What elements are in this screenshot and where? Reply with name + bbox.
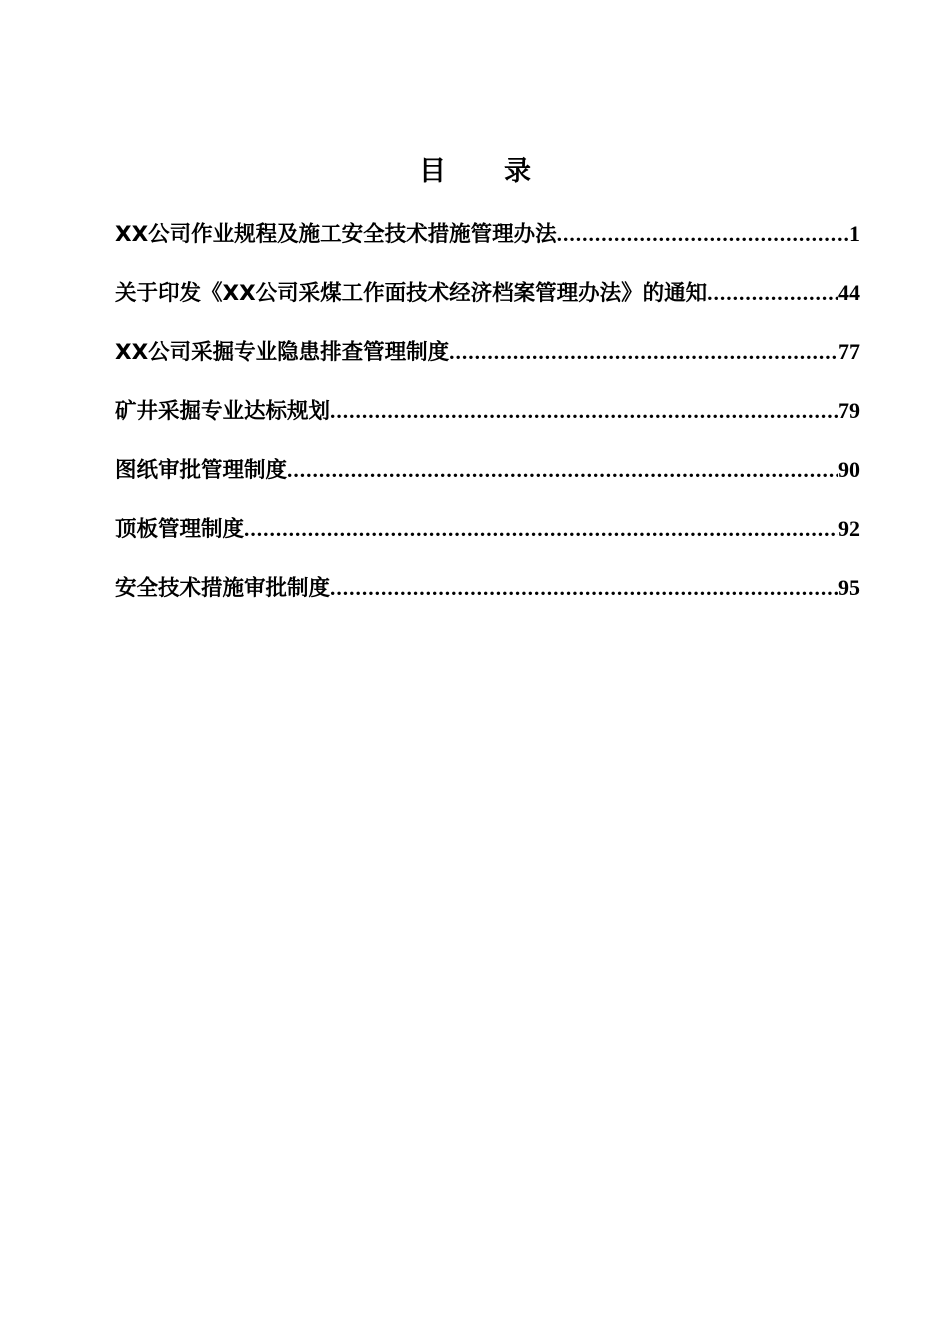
toc-entry-title: 关于印发《XX公司采煤工作面技术经济档案管理办法》的通知 xyxy=(115,281,708,306)
toc-entry-page-number: 90 xyxy=(838,457,860,482)
toc-dot-leader xyxy=(557,214,849,254)
toc-dot-leader xyxy=(449,332,838,372)
toc-entry-title: XX公司作业规程及施工安全技术措施管理办法 xyxy=(115,222,557,247)
toc-entry-page-number: 1 xyxy=(849,221,860,246)
toc-entry-title: 图纸审批管理制度 xyxy=(115,458,288,483)
toc-entry[interactable] xyxy=(115,509,860,568)
toc-entry[interactable] xyxy=(115,391,860,450)
toc-dot-leader xyxy=(330,568,838,608)
toc-entry-page-number: 92 xyxy=(838,516,860,541)
toc-dot-leader xyxy=(287,450,838,490)
toc-entry[interactable] xyxy=(115,450,860,509)
toc-dot-leader xyxy=(707,273,838,313)
toc-entry[interactable] xyxy=(115,214,860,273)
toc-entry[interactable] xyxy=(115,568,860,627)
toc-dot-leader xyxy=(244,509,838,549)
toc-entry-title: 矿井采掘专业达标规划 xyxy=(115,399,331,424)
toc-entry[interactable] xyxy=(115,273,860,332)
toc-entry-page-number: 79 xyxy=(838,398,860,423)
toc-entry[interactable] xyxy=(115,332,860,391)
toc-entry-title: 安全技术措施审批制度 xyxy=(115,576,331,601)
toc-entry-title: XX公司采掘专业隐患排查管理制度 xyxy=(115,340,450,365)
toc-entry-page-number: 95 xyxy=(838,575,860,600)
toc-entry-title: 顶板管理制度 xyxy=(115,517,245,542)
toc-dot-leader xyxy=(330,391,838,431)
toc-title: 目录 xyxy=(419,156,589,187)
toc-entry-page-number: 44 xyxy=(838,280,860,305)
toc-entry-page-number: 77 xyxy=(838,339,860,364)
toc-list xyxy=(115,214,860,627)
